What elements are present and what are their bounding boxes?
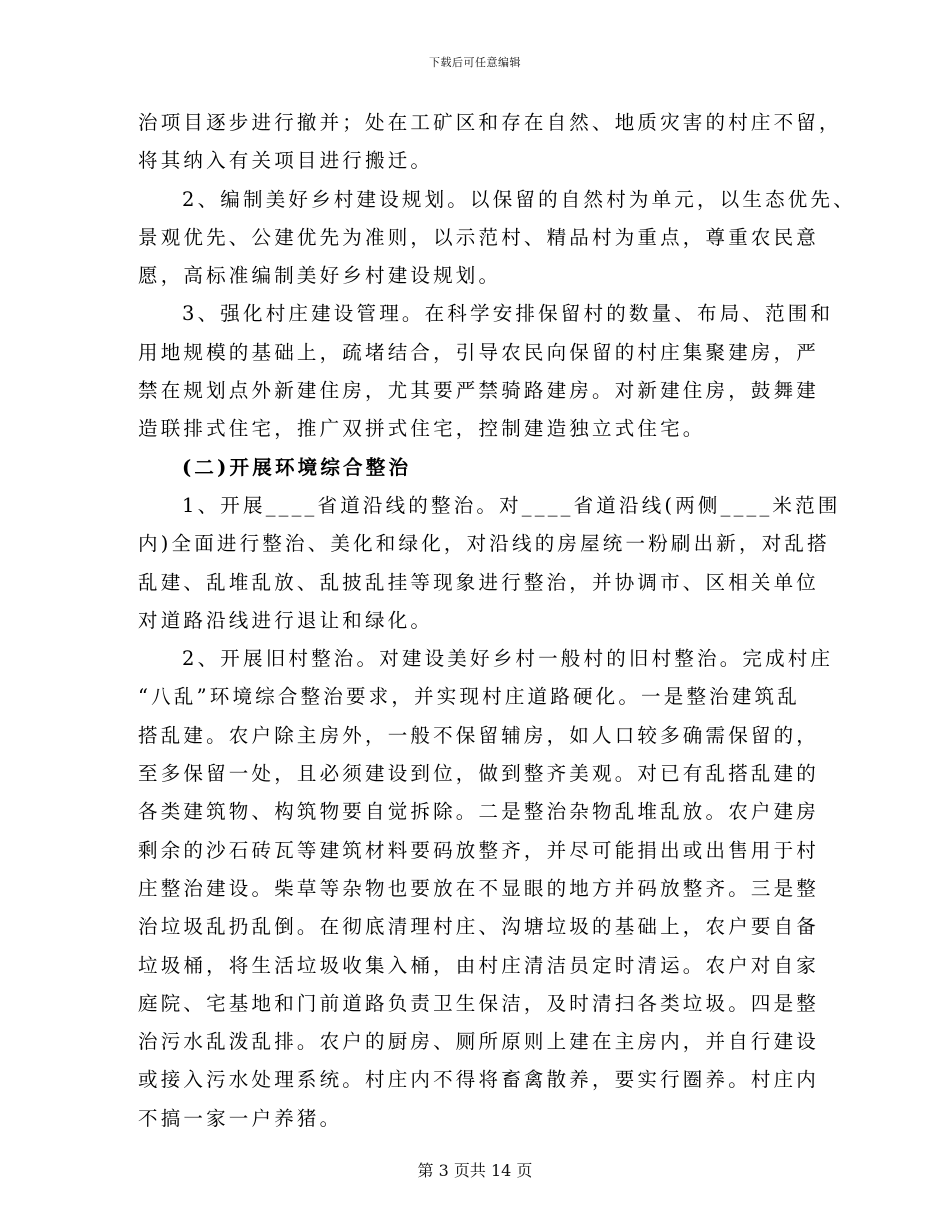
paragraph-line: 乱建、乱堆乱放、乱披乱挂等现象进行整治，并协调市、区相关单位	[138, 570, 820, 594]
paragraph-line: 庭院、宅基地和门前道路负责卫生保洁，及时清扫各类垃圾。四是整	[138, 991, 820, 1015]
paragraph-line: 对道路沿线进行退让和绿化。	[138, 608, 434, 632]
paragraph-line: 庄整治建设。柴草等杂物也要放在不显眼的地方并码放整齐。三是整	[138, 876, 820, 900]
page-footer: 第 3 页共 14 页	[417, 1161, 533, 1180]
paragraph-line: 禁在规划点外新建住房，尤其要严禁骑路建房。对新建住房，鼓舞建	[138, 379, 820, 403]
paragraph-line: 或接入污水处理系统。村庄内不得将畜禽散养，要实行圈养。村庄内	[138, 1068, 820, 1092]
paragraph-line: “八乱”环境综合整治要求，并实现村庄道路硬化。一是整治建筑乱	[138, 685, 800, 709]
paragraph-line: 不搞一家一户养猪。	[138, 1106, 343, 1130]
paragraph-line: 治垃圾乱扔乱倒。在彻底清理村庄、沟塘垃圾的基础上，农户要自备	[138, 915, 820, 939]
paragraph-line: 各类建筑物、构筑物要自觉拆除。二是整治杂物乱堆乱放。农户建房	[138, 800, 820, 824]
paragraph-line: 垃圾桶，将生活垃圾收集入桶，由村庄清洁员定时清运。农户对自家	[138, 953, 820, 977]
document-body	[138, 104, 856, 1138]
paragraph-line: 治项目逐步进行撤并；处在工矿区和存在自然、地质灾害的村庄不留，	[138, 111, 842, 134]
paragraph-line: 至多保留一处，且必须建设到位，做到整齐美观。对已有乱搭乱建的	[138, 762, 820, 786]
paragraph-line: 2、开展旧村整治。对建设美好乡村一般村的旧村整治。完成村庄	[182, 647, 834, 671]
paragraph-line: 将其纳入有关项目进行搬迁。	[138, 149, 434, 173]
paragraph-line: 造联排式住宅，推广双拼式住宅，控制建造独立式住宅。	[138, 417, 706, 441]
page-header: 下载后可任意编辑	[429, 56, 521, 69]
paragraph-line: 内)全面进行整治、美化和绿化，对沿线的房屋统一粉刷出新，对乱搭	[138, 532, 830, 556]
paragraph-line: 1、开展____省道沿线的整治。对____省道沿线(两侧____米范围	[182, 493, 841, 517]
paragraph-line: 搭乱建。农户除主房外，一般不保留辅房，如人口较多确需保留的，	[138, 723, 820, 747]
paragraph-line: 愿，高标准编制美好乡村建设规划。	[138, 264, 502, 288]
section-heading: (二)开展环境综合整治	[182, 455, 412, 479]
paragraph-line: 用地规模的基础上，疏堵结合，引导农民向保留的村庄集聚建房，严	[138, 340, 820, 364]
paragraph-line: 治污水乱泼乱排。农户的厨房、厕所原则上建在主房内，并自行建设	[138, 1030, 820, 1054]
paragraph-line: 景观优先、公建优先为准则，以示范村、精品村为重点，尊重农民意	[138, 225, 820, 249]
paragraph-line: 3、强化村庄建设管理。在科学安排保留村的数量、布局、范围和	[182, 302, 834, 326]
paragraph-line: 2、编制美好乡村建设规划。以保留的自然村为单元，以生态优先、	[182, 187, 856, 211]
paragraph-line: 剩余的沙石砖瓦等建筑材料要码放整齐，并尽可能捐出或出售用于村	[138, 838, 820, 862]
